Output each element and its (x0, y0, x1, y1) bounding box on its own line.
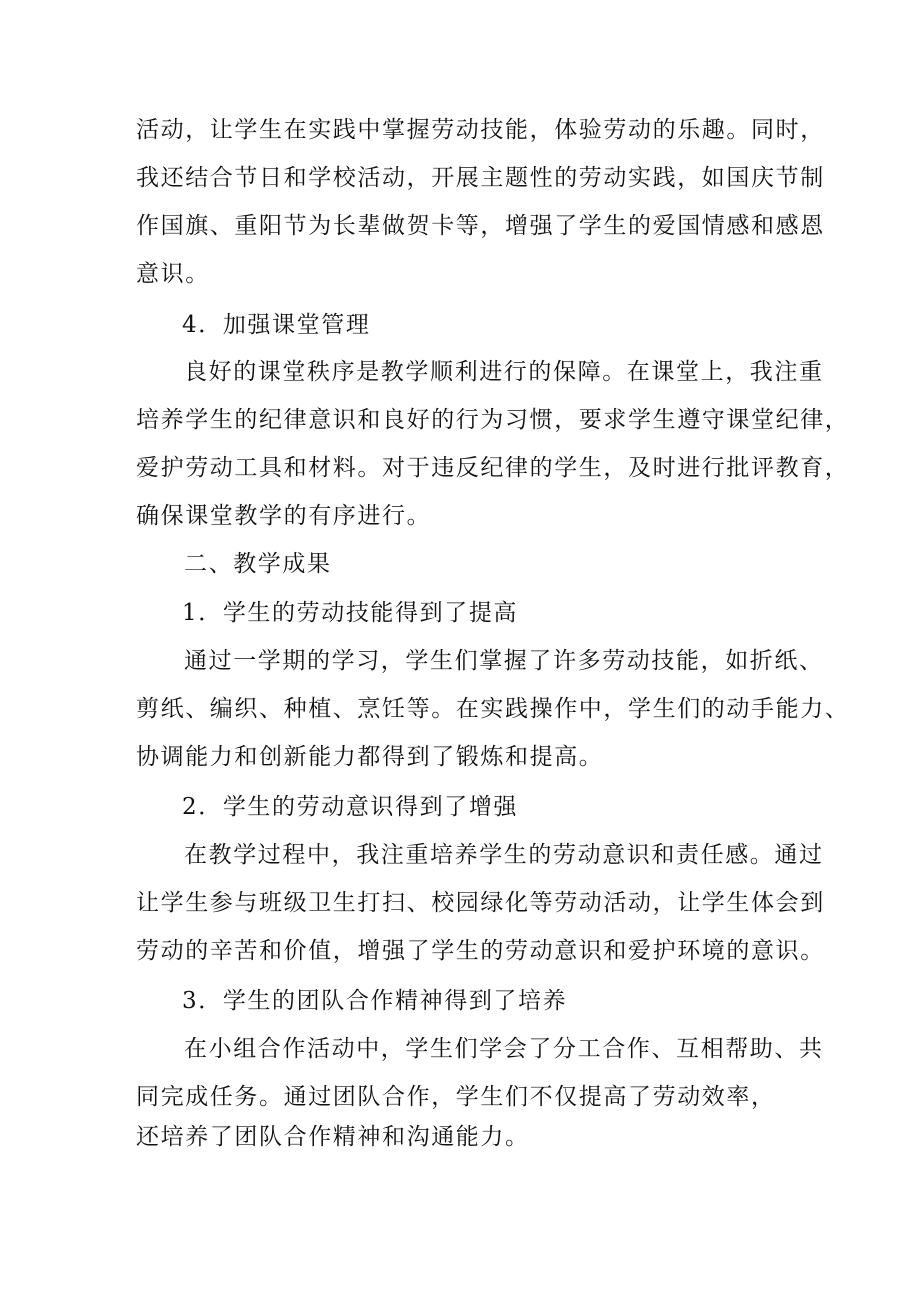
paragraph-line: 意识。 (136, 261, 210, 287)
paragraph-line: 剪纸、编织、种植、烹饪等。在实践操作中，学生们的动手能力、 (136, 696, 850, 722)
paragraph-line: 活动，让学生在实践中掌握劳动技能，体验劳动的乐趣。同时， (136, 117, 825, 143)
paragraph-line: 作国旗、重阳节为长辈做贺卡等，增强了学生的爱国情感和感恩 (136, 213, 825, 239)
paragraph-line: 爱护劳动工具和材料。对于违反纪律的学生，及时进行批评教育， (136, 455, 850, 481)
paragraph-line: 劳动的辛苦和价值，增强了学生的劳动意识和爱护环境的意识。 (136, 938, 825, 964)
section-heading: 4．加强课堂管理 (182, 312, 371, 338)
paragraph-line: 还培养了团队合作精神和沟通能力。 (136, 1124, 530, 1150)
paragraph-line: 确保课堂教学的有序进行。 (136, 503, 432, 529)
paragraph-line: 培养学生的纪律意识和良好的行为习惯，要求学生遵守课堂纪律， (136, 407, 850, 433)
section-heading: 2．学生的劳动意识得到了增强 (182, 794, 519, 820)
paragraph-line: 通过一学期的学习，学生们掌握了许多劳动技能，如折纸、 (184, 648, 824, 674)
paragraph-line: 让学生参与班级卫生打扫、校园绿化等劳动活动，让学生体会到 (136, 890, 825, 916)
paragraph-line: 我还结合节日和学校活动，开展主题性的劳动实践，如国庆节制 (136, 165, 825, 191)
paragraph-line: 良好的课堂秩序是教学顺利进行的保障。在课堂上，我注重 (184, 359, 824, 385)
paragraph-line: 同完成任务。通过团队合作，学生们不仅提高了劳动效率， (136, 1084, 776, 1110)
paragraph-line: 在小组合作活动中，学生们学会了分工合作、互相帮助、共 (184, 1036, 824, 1062)
section-heading: 1．学生的劳动技能得到了提高 (182, 600, 519, 626)
section-heading: 3．学生的团队合作精神得到了培养 (182, 988, 568, 1014)
section-heading: 二、教学成果 (184, 551, 332, 577)
paragraph-line: 协调能力和创新能力都得到了锻炼和提高。 (136, 744, 604, 770)
paragraph-line: 在教学过程中，我注重培养学生的劳动意识和责任感。通过 (184, 842, 824, 868)
